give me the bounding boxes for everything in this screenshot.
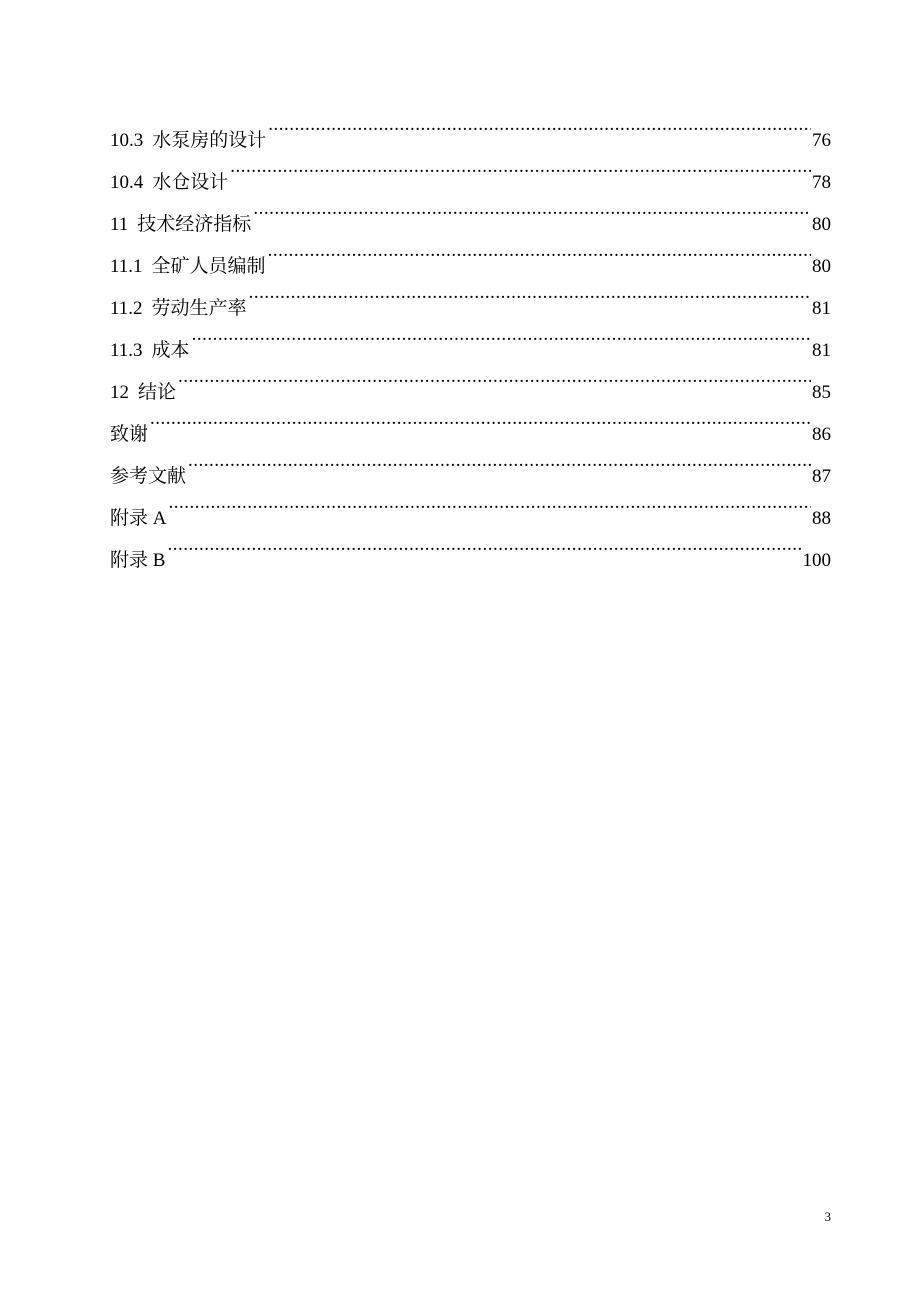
table-of-contents — [110, 104, 831, 571]
toc-entry[interactable] — [110, 356, 831, 403]
toc-entry[interactable] — [110, 482, 831, 529]
toc-entry-title — [110, 414, 148, 456]
toc-entry-number: 11.1 — [110, 256, 143, 277]
toc-entry-page: 80 — [812, 256, 831, 277]
toc-entry[interactable] — [110, 104, 831, 151]
toc-entry-page: 85 — [812, 382, 831, 403]
dot-leader — [150, 398, 811, 440]
toc-entry-title — [110, 498, 166, 540]
dot-leader — [178, 356, 811, 398]
toc-entry[interactable] — [110, 398, 831, 445]
dot-leader — [230, 146, 811, 188]
toc-entry-page: 80 — [812, 214, 831, 235]
toc-entry-number: 10.3 — [110, 130, 144, 151]
toc-entry-number: 10.4 — [110, 172, 144, 193]
toc-entry-label: 致谢 — [110, 424, 149, 445]
toc-entry-label: 劳动生产率 — [151, 298, 247, 319]
toc-entry-page: 76 — [812, 130, 831, 151]
dot-leader — [167, 524, 801, 566]
toc-entry-label: 附录 B — [110, 550, 166, 571]
toc-entry-label: 全矿人员编制 — [151, 256, 266, 277]
toc-entry[interactable] — [110, 440, 831, 487]
dot-leader — [168, 482, 811, 524]
dot-leader — [188, 440, 811, 482]
toc-entry-title — [110, 246, 266, 288]
dot-leader — [268, 230, 811, 272]
toc-entry-page: 78 — [812, 172, 831, 193]
toc-entry-title — [110, 204, 251, 246]
toc-entry[interactable] — [110, 524, 831, 571]
dot-leader — [249, 272, 811, 314]
toc-entry-number: 11.2 — [110, 298, 143, 319]
toc-entry-page: 81 — [812, 340, 831, 361]
toc-entry-label: 水仓设计 — [152, 172, 229, 193]
toc-entry[interactable] — [110, 314, 831, 361]
toc-entry-number: 11.3 — [110, 340, 143, 361]
toc-entry-label: 成本 — [151, 340, 190, 361]
toc-entry-title — [110, 540, 165, 582]
page-number: 3 — [824, 1209, 831, 1224]
toc-entry-page: 81 — [812, 298, 831, 319]
dot-leader — [192, 314, 811, 356]
toc-entry-page: 88 — [812, 508, 831, 529]
dot-leader — [253, 188, 811, 230]
toc-entry-label: 技术经济指标 — [137, 214, 252, 235]
toc-entry-title — [110, 162, 228, 204]
toc-entry-label: 水泵房的设计 — [152, 130, 267, 151]
toc-entry-page: 87 — [812, 466, 831, 487]
toc-entry-number: 11 — [110, 214, 129, 235]
toc-entry-label: 结论 — [138, 382, 177, 403]
toc-entry-number: 12 — [110, 382, 129, 403]
toc-entry-page: 86 — [812, 424, 831, 445]
dot-leader — [268, 104, 811, 146]
toc-entry-page: 100 — [802, 550, 831, 571]
toc-entry-label: 附录 A — [110, 508, 167, 529]
toc-entry-label: 参考文献 — [110, 466, 187, 487]
